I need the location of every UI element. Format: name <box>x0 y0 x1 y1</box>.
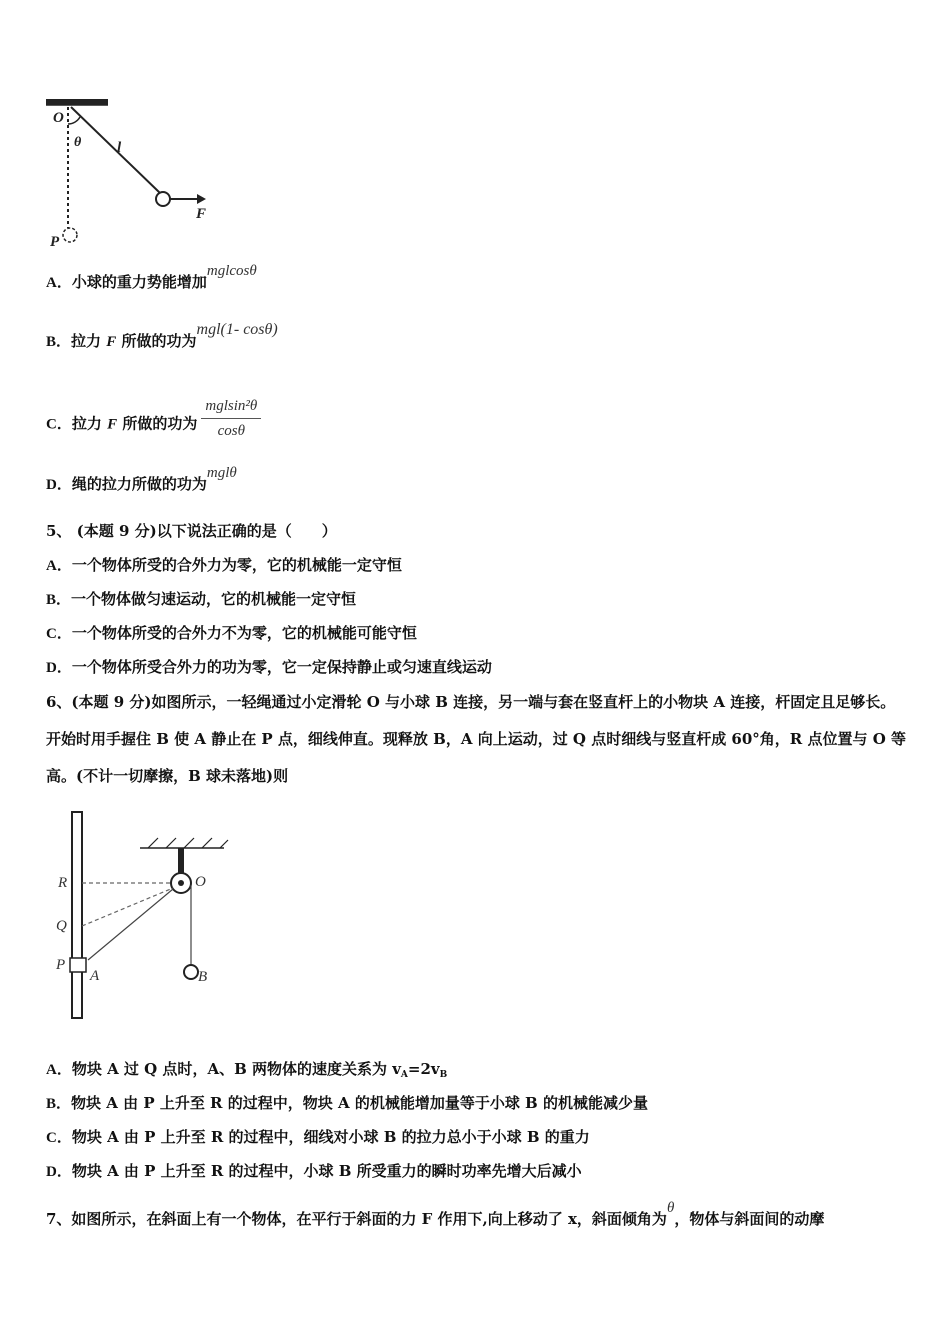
option-label: D． <box>46 1164 72 1180</box>
option-label: A． <box>46 275 72 291</box>
q6-stem: 6、(本题 9 分)如图所示，一轻绳通过小定滑轮 O 与小球 B 连接，另一端与套在竖直杆上的小物块 A 连接，杆固定且足够长。开始时用手握住 B 使 A 静止在 P 点，细线伸直。现释放 B，A 向上运动，过 Q 点时细线与竖直杆成 60°角，R 点位置与 O 等高。(不计一切摩擦，B 球未落地)则 <box>46 693 906 785</box>
option-label: D． <box>46 660 72 676</box>
fig2-label-b: B <box>198 969 208 985</box>
option-label: C． <box>46 1130 72 1146</box>
pulley-figure <box>52 808 232 1026</box>
option-text-pre: 拉力 <box>71 414 102 433</box>
option-label: C． <box>46 626 72 642</box>
q6-option-c <box>46 1127 590 1148</box>
option-text: 物块 A 由 P 上升至 R 的过程中，细线对小球 B 的拉力总小于小球 B 的重力 <box>71 1128 590 1146</box>
option-math: mglθ <box>206 465 237 481</box>
q6-option-d <box>46 1161 582 1182</box>
q7-text-post: ，物体与斜面间的动摩 <box>674 1210 825 1228</box>
option-math: mgl(1- cosθ) <box>196 321 278 338</box>
option-text-post: 所做的功为 <box>121 332 197 350</box>
fraction-denominator: cosθ <box>217 423 245 439</box>
option-text-mid: =2v <box>407 1060 440 1078</box>
q7-theta: θ <box>666 1200 675 1216</box>
option-label: D． <box>46 477 72 493</box>
option-text: 一个物体所受的合外力为零，它的机械能一定守恒 <box>71 556 402 574</box>
option-label: A． <box>46 558 72 574</box>
fig2-label-p: P <box>56 957 66 973</box>
fraction <box>201 396 261 441</box>
option-text: 物块 A 过 Q 点时，A、B 两物体的速度关系为 v <box>71 1060 401 1078</box>
option-text-pre: 拉力 <box>71 332 102 350</box>
q7-stem <box>46 1200 825 1230</box>
fig2-label-q: Q <box>56 918 67 934</box>
option-label: A． <box>46 1062 72 1078</box>
fig1-label-f: F <box>196 206 207 222</box>
option-label: B． <box>46 592 72 608</box>
option-text-post: 所做的功为 <box>122 414 198 433</box>
option-label: B． <box>46 1096 72 1112</box>
option-label: B． <box>46 334 72 350</box>
option-text: 小球的重力势能增加 <box>71 273 207 291</box>
fig2-label-r: R <box>58 875 68 891</box>
fig1-label-l: l <box>117 140 122 156</box>
subscript: A <box>400 1070 408 1080</box>
q5-stem: 5、 (本题 9 分)以下说法正确的是（ ） <box>46 522 337 540</box>
q4-option-c <box>46 398 261 447</box>
option-text: 一个物体所受合外力的功为零，它一定保持静止或匀速直线运动 <box>71 658 492 676</box>
option-label: C． <box>46 416 72 433</box>
fig2-label-a: A <box>90 968 100 984</box>
option-text: 物块 A 由 P 上升至 R 的过程中，小球 B 所受重力的瞬时功率先增大后减小 <box>71 1162 582 1180</box>
subscript: B <box>439 1070 448 1080</box>
option-text: 一个物体所受的合外力不为零，它的机械能可能守恒 <box>71 624 417 642</box>
fraction-numerator: mglsin²θ <box>201 396 261 419</box>
q5-option-d <box>46 657 492 678</box>
fig1-label-p: P <box>50 234 60 250</box>
q5-option-c <box>46 623 417 644</box>
q5-option-b <box>46 589 356 610</box>
option-text: 物块 A 由 P 上升至 R 的过程中，物块 A 的机械能增加量等于小球 B 的机械能减少量 <box>71 1094 648 1112</box>
q4-option-a <box>46 263 257 293</box>
fig2-label-o: O <box>195 874 206 890</box>
option-var: F <box>106 334 117 350</box>
option-var: F <box>107 416 118 433</box>
q5-option-a <box>46 555 402 576</box>
q7-text-pre: 7、如图所示，在斜面上有一个物体，在平行于斜面的力 F 作用下,向上移动了 x，斜面倾角为 <box>46 1210 667 1228</box>
option-text: 一个物体做匀速运动，它的机械能一定守恒 <box>71 590 357 608</box>
q6-option-b <box>46 1093 648 1114</box>
fig1-label-o: O <box>53 110 64 126</box>
fig1-label-theta: θ <box>74 135 82 150</box>
pendulum-figure <box>40 96 220 252</box>
option-text: 绳的拉力所做的功为 <box>71 475 207 493</box>
q4-option-b <box>46 321 278 352</box>
option-math: mglcosθ <box>206 263 257 279</box>
q6-option-a <box>46 1059 447 1085</box>
q4-option-d <box>46 465 237 495</box>
